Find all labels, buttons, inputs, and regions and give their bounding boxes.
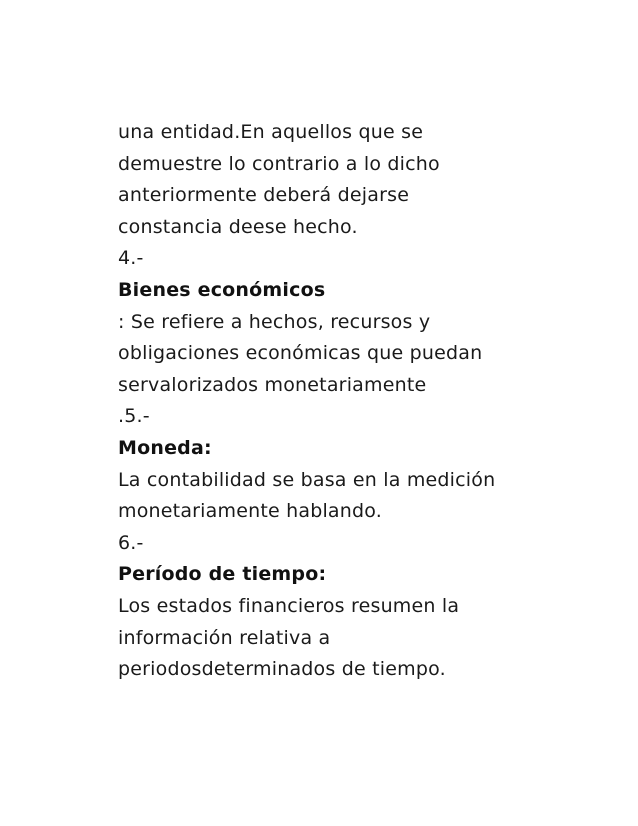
section-heading-bienes-economicos: Bienes económicos (118, 278, 326, 301)
text-line: anteriormente deberá dejarse (118, 184, 410, 207)
section-number: .5.- (118, 405, 150, 428)
text-line: Los estados financieros resumen la (118, 594, 460, 617)
text-line: periodosdeterminados de tiempo. (118, 658, 446, 681)
section-heading-periodo-de-tiempo: Período de tiempo: (118, 563, 327, 586)
section-number: 6.- (118, 531, 144, 554)
text-line: monetariamente hablando. (118, 500, 383, 523)
text-line: constancia deese hecho. (118, 215, 358, 238)
text-line: obligaciones económicas que puedan (118, 342, 483, 365)
text-line: servalorizados monetariamente (118, 373, 427, 396)
text-line: demuestre lo contrario a lo dicho (118, 152, 440, 175)
section-heading-moneda: Moneda: (118, 436, 212, 459)
section-number: 4.- (118, 247, 144, 270)
text-line: una entidad.En aquellos que se (118, 121, 424, 143)
document-body (118, 117, 618, 686)
text-line: : Se refiere a hechos, recursos y (118, 310, 431, 333)
text-line: La contabilidad se basa en la medición (118, 468, 496, 491)
text-line: información relativa a (118, 626, 331, 649)
